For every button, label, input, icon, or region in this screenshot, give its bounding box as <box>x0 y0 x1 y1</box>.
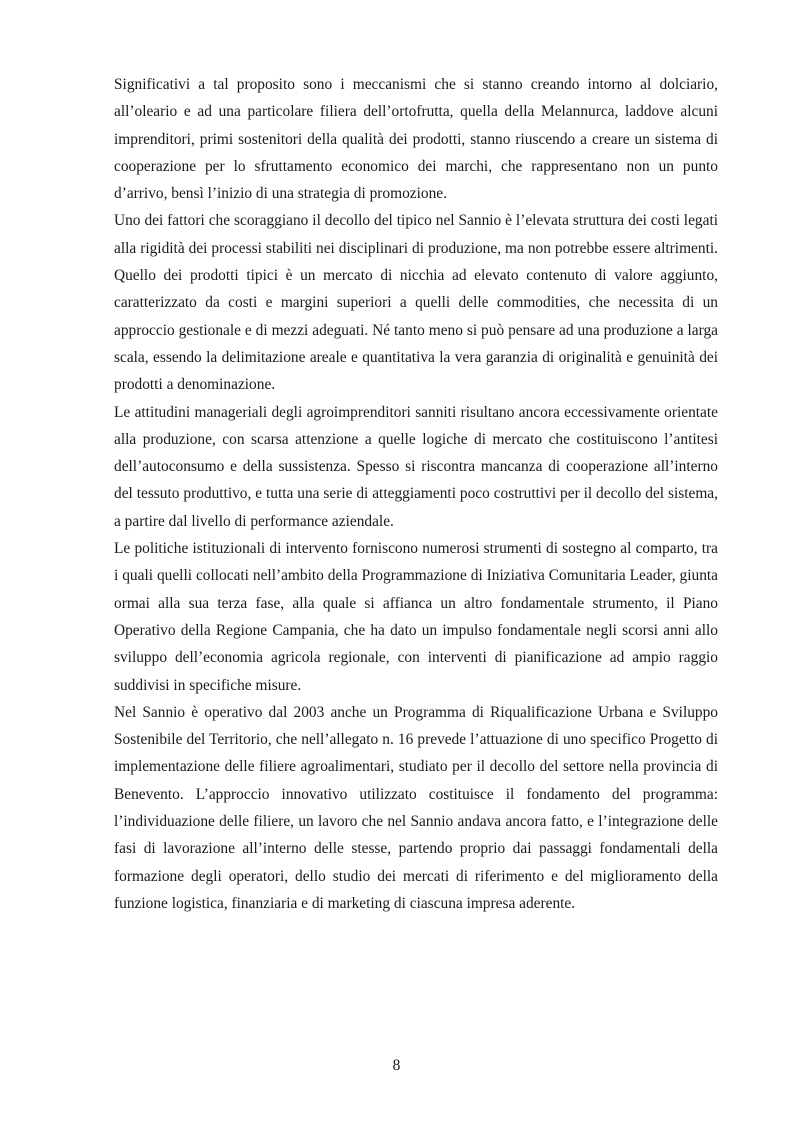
paragraph-2: Uno dei fattori che scoraggiano il decollo del tipico nel Sannio è l’elevata struttura dei costi legati alla rigidità dei processi stabiliti nei disciplinari di produzione, ma non potrebbe essere altrimenti. Quello dei prodotti tipici è un mercato di nicchia ad elevato contenuto di valore aggiunto, caratterizzato da costi e margini superiori a quelli delle commodities, che necessita di un approccio gestionale e di mezzi adeguati. Né tanto meno si può pensare ad una produzione a larga scala, essendo la delimitazione areale e quantitativa la vera garanzia di originalità e genuinità dei prodotti a denominazione. <box>114 212 718 394</box>
paragraph-3: Le attitudini manageriali degli agroimprenditori sanniti risultano ancora eccessivamente orientate alla produzione, con scarsa attenzione a quelle logiche di mercato che costituiscono l’antitesi dell’autoconsumo e della sussistenza. Spesso si riscontra mancanza di cooperazione all’interno del tessuto produttivo, e tutta una serie di atteggiamenti poco costruttivi per il decollo del sistema, a partire dal livello di performance aziendale. <box>114 403 718 530</box>
paragraph-4: Le politiche istituzionali di intervento forniscono numerosi strumenti di sostegno al comparto, tra i quali quelli collocati nell’ambito della Programmazione di Iniziativa Comunitaria Leader, giunta ormai alla sua terza fase, alla quale si affianca un altro fondamentale strumento, il Piano Operativo della Regione Campania, che ha dato un impulso fondamentale negli scorsi anni allo sviluppo dell’economia agricola regionale, con interventi di pianificazione ad ampio raggio suddivisi in specifiche misure. <box>114 540 718 694</box>
paragraph-1: Significativi a tal proposito sono i meccanismi che si stanno creando intorno al dolciario, all’oleario e ad una particolare filiera dell’ortofrutta, quella della Melannurca, laddove alcuni imprenditori, primi sostenitori della qualità dei prodotti, stanno riuscendo a creare un sistema di cooperazione per lo sfruttamento economico dei marchi, che rappresentano non un punto d’arrivo, bensì l’inizio di una strategia di promozione. <box>114 76 718 203</box>
page-number: 8 <box>392 1057 401 1074</box>
body-text <box>114 71 718 917</box>
paragraph-5: Nel Sannio è operativo dal 2003 anche un Programma di Riqualificazione Urbana e Sviluppo Sostenibile del Territorio, che nell’allegato n. 16 prevede l’attuazione di uno specifico Progetto di implementazione delle filiere agroalimentari, studiato per il decollo del settore nella provincia di Benevento. L’approccio innovativo utilizzato costituisce il fondamento del programma: l’individuazione delle filiere, un lavoro che nel Sannio andava ancora fatto, e l’integrazione delle fasi di lavorazione all’interno delle stesse, partendo proprio dai passaggi fondamentali della formazione degli operatori, dello studio dei mercati di riferimento e del miglioramento della funzione logistica, finanziaria e di marketing di ciascuna impresa aderente. <box>114 703 718 912</box>
